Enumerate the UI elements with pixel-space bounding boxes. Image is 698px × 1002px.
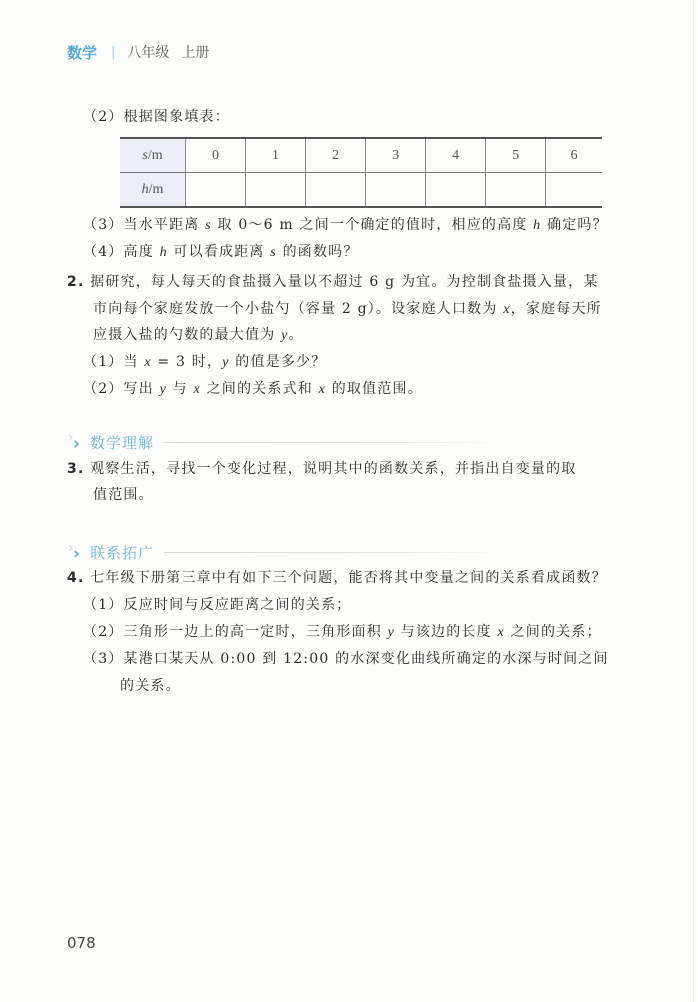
- section-divider: [164, 442, 504, 443]
- subject-title: 数学: [67, 43, 98, 62]
- section-header-extension: [66, 540, 504, 564]
- problem2-q2: （2）写出 y 与 x 之间的关系式和 x 的取值范围。: [83, 381, 423, 397]
- problem2-q1: （1）当 x = 3 时，y 的值是多少？: [83, 354, 327, 370]
- section-title: 数学理解: [90, 433, 155, 452]
- table-cell: 5: [486, 138, 546, 173]
- table-header-s: s/m: [120, 138, 186, 173]
- problem2-line2: 市向每个家庭发放一个小盐勺（容量 2 g）。设家庭人口数为 x，家庭每天所: [93, 301, 602, 317]
- problem4-q3-line1: （3）某港口某天从 0:00 到 12:00 的水深变化曲线所确定的水深与时间之间: [83, 651, 609, 667]
- problem3-line2: 值范围。: [93, 487, 154, 503]
- table-cell-empty: [486, 173, 546, 208]
- problem1-q4: （4）高度 h 可以看成距离 s 的函数吗？: [83, 244, 359, 260]
- table-cell-empty: [246, 173, 306, 208]
- page-header: [67, 40, 209, 64]
- table-cell-empty: [546, 173, 602, 208]
- section-title: 联系拓广: [90, 543, 155, 562]
- section-header-math-understanding: [66, 430, 504, 454]
- problem1-q2: （2）根据图象填表：: [83, 109, 230, 125]
- problem-number: 4.: [67, 570, 85, 586]
- table-cell: 3: [366, 138, 426, 173]
- table-cell-empty: [426, 173, 486, 208]
- table-row-s: [120, 138, 602, 173]
- table-cell-empty: [306, 173, 366, 208]
- table-cell: 0: [186, 138, 246, 173]
- table-row-h: [120, 173, 602, 208]
- table-cell: 6: [546, 138, 602, 173]
- problem4-q2: （2）三角形一边上的高一定时，三角形面积 y 与该边的长度 x 之间的关系；: [83, 624, 602, 640]
- section-divider: [164, 552, 504, 553]
- table-cell: 1: [246, 138, 306, 173]
- problem-number: 2.: [67, 274, 85, 290]
- header-separator: |: [111, 44, 116, 60]
- table-cell: 2: [306, 138, 366, 173]
- s-h-table: [120, 137, 602, 208]
- problem4-q1: （1）反应时间与反应距离之间的关系；: [83, 597, 352, 613]
- table-cell: 4: [426, 138, 486, 173]
- grade-label: 八年级: [127, 45, 170, 61]
- table-cell-empty: [366, 173, 426, 208]
- chevron-right-icon: › ›: [68, 540, 81, 564]
- problem-number: 3.: [67, 461, 85, 477]
- problem1-q3: （3）当水平距离 s 取 0～6 m 之间一个确定的值时，相应的高度 h 确定吗？: [83, 217, 608, 233]
- problem4-q3-line2: 的关系。: [120, 678, 181, 694]
- problem2-line1: 2. 据研究，每人每天的食盐摄入量以不超过 6 g 为宜。为控制食盐摄入量，某: [67, 274, 599, 290]
- table-header-h: h/m: [120, 173, 186, 208]
- scan-edge: [693, 0, 694, 1002]
- problem4-line1: 4. 七年级下册第三章中有如下三个问题，能否将其中变量之间的关系看成函数？: [67, 570, 607, 586]
- volume-label: 上册: [181, 45, 210, 61]
- page-number: 078: [67, 934, 96, 952]
- chevron-right-icon: › ›: [68, 430, 81, 454]
- table-cell-empty: [186, 173, 246, 208]
- problem2-line3: 应摄入盐的勺数的最大值为 y。: [93, 327, 304, 343]
- problem3-line1: 3. 观察生活，寻找一个变化过程，说明其中的函数关系，并指出自变量的取: [67, 461, 577, 477]
